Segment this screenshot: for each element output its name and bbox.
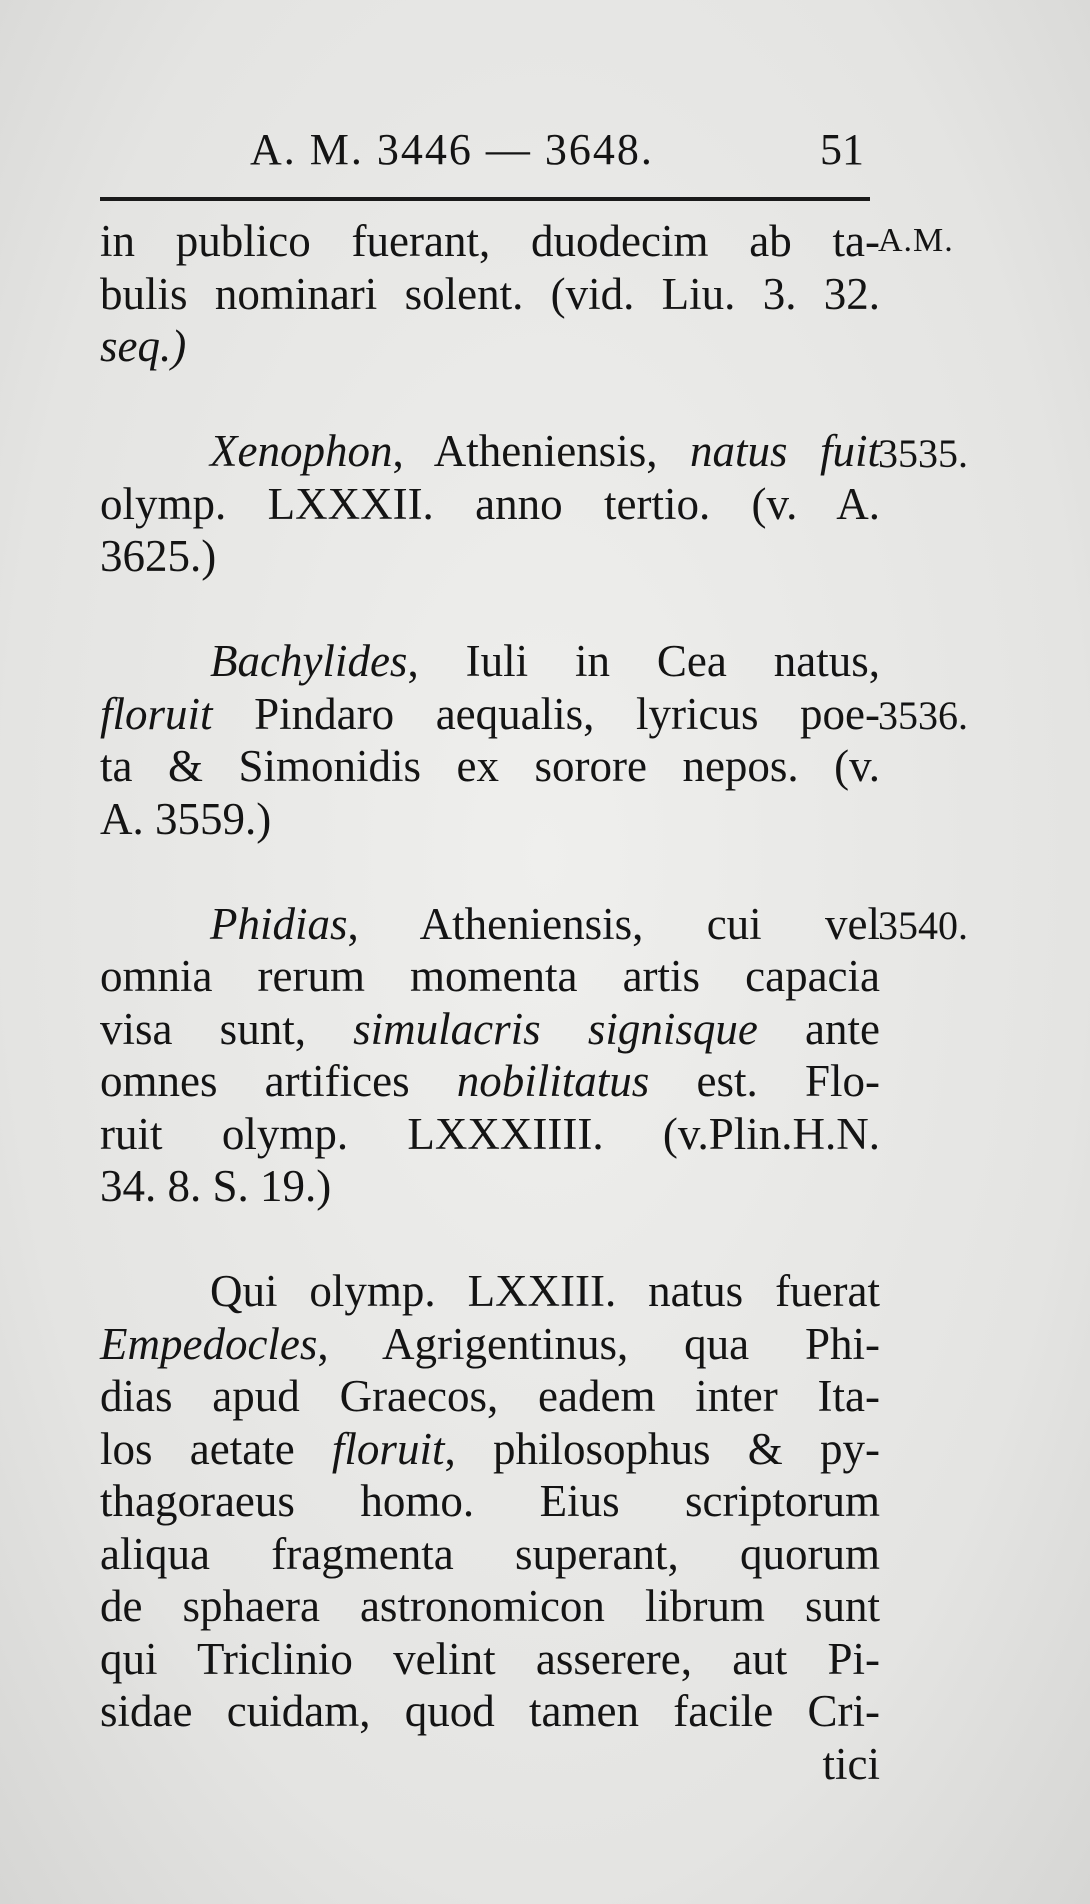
paragraph bbox=[100, 425, 880, 583]
paragraph bbox=[100, 635, 880, 845]
person-name: Xenophon bbox=[210, 426, 393, 476]
text-line: A. 3559.) bbox=[100, 793, 272, 844]
text-line: dias apud Graecos, eadem inter Ita- bbox=[100, 1371, 880, 1421]
running-head: A. M. 3446 — 3648. bbox=[250, 125, 654, 174]
text-line: visa sunt, simulacris signisque ante bbox=[100, 1003, 880, 1054]
paragraph bbox=[100, 898, 880, 1213]
catchword: tici bbox=[822, 1738, 880, 1789]
text-line: ruit olymp. LXXXIIII. (v.Plin.H.N. bbox=[100, 1108, 880, 1159]
person-name: Phidias bbox=[210, 898, 348, 949]
text-line: 34. 8. S. 19.) bbox=[100, 1161, 332, 1211]
text-line: sidae cuidam, quod tamen facile Cri- bbox=[100, 1686, 880, 1736]
text-line: bulis nominari solent. (vid. Liu. 3. 32. bbox=[100, 268, 880, 319]
margin-note-year: 3536. bbox=[878, 693, 968, 738]
text-line: aliqua fragmenta superant, quorum bbox=[100, 1528, 880, 1579]
text-line: omnes artifices nobilitatus est. Flo- bbox=[100, 1056, 880, 1106]
text-line: Phidias, Atheniensis, cui vel bbox=[210, 898, 880, 949]
paragraph bbox=[100, 215, 880, 373]
page-header bbox=[100, 120, 870, 180]
text-line: thagoraeus homo. Eius scriptorum bbox=[100, 1476, 880, 1526]
text-line: ta & Simonidis ex sorore nepos. (v. bbox=[100, 741, 880, 791]
person-name: Empedocles bbox=[100, 1318, 318, 1369]
margin-note-year: 3535. bbox=[878, 431, 968, 476]
person-name: Bachylides bbox=[210, 636, 408, 686]
text-line: floruit Pindaro aequalis, lyricus poe- bbox=[100, 688, 880, 739]
text-line: seq.) bbox=[100, 321, 187, 371]
text-line: Qui olymp. LXXIII. natus fuerat bbox=[210, 1266, 880, 1316]
text-line: Xenophon, Atheniensis, natus fuit bbox=[210, 426, 880, 476]
paragraph bbox=[100, 1265, 880, 1790]
text-line: Empedocles, Agrigentinus, qua Phi- bbox=[100, 1318, 880, 1369]
text-line: olymp. LXXXII. anno tertio. (v. A. bbox=[100, 478, 880, 529]
page-number: 51 bbox=[820, 125, 864, 174]
header-rule bbox=[100, 197, 870, 201]
body-text bbox=[100, 215, 880, 1790]
text-line: qui Triclinio velint asserere, aut Pi- bbox=[100, 1633, 880, 1684]
text-line: Bachylides, Iuli in Cea natus, bbox=[210, 636, 880, 686]
text-line: in publico fuerant, duodecim ab ta- bbox=[100, 216, 880, 266]
margin-note-am: A.M. bbox=[878, 222, 954, 259]
text-line: de sphaera astronomicon librum sunt bbox=[100, 1581, 880, 1631]
margin-note-year: 3540. bbox=[878, 903, 968, 948]
text-line: omnia rerum momenta artis capacia bbox=[100, 951, 880, 1001]
text-line: los aetate floruit, philosophus & py- bbox=[100, 1423, 880, 1474]
text-line: 3625.) bbox=[100, 531, 217, 581]
